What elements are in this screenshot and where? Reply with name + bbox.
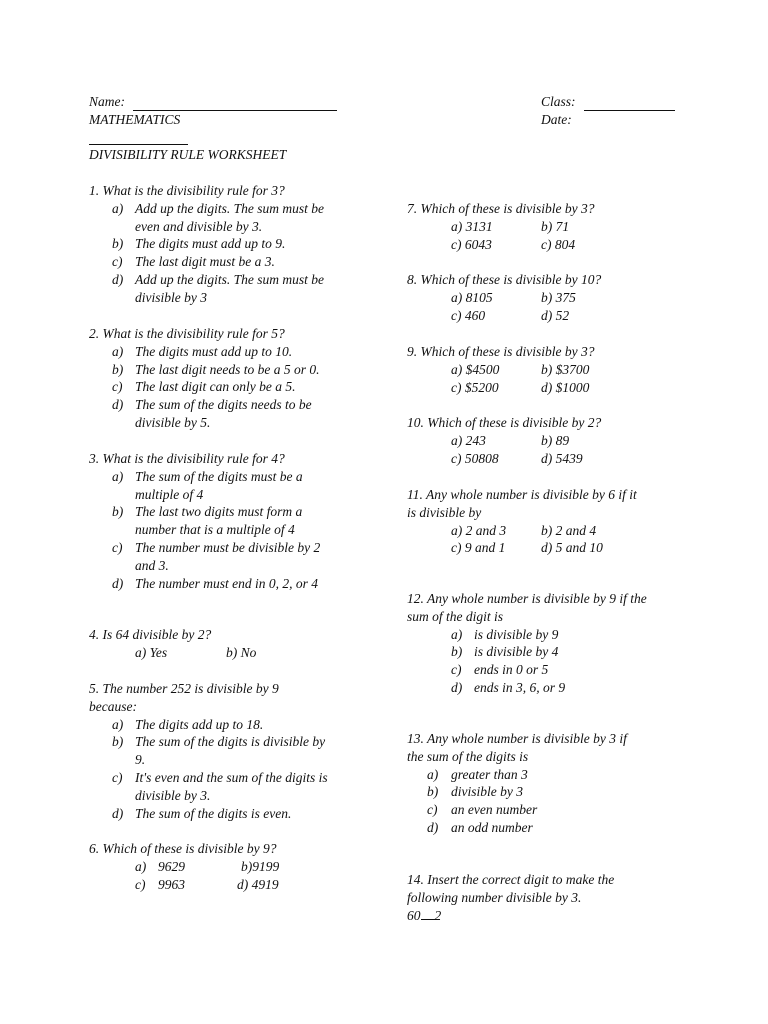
- question-stem: 5. The number 252 is divisible by 9: [89, 681, 279, 696]
- worksheet-title: DIVISIBILITY RULE WORKSHEET: [89, 147, 287, 162]
- question-stem: 6. Which of these is divisible by 9?: [89, 841, 277, 856]
- question-12: 12. Any whole number is divisible by 9 if the sum of the digit is a) is divisible by 9 b) is divisible by 4 c) ends in 0 or 5 d) ends in 3, 6, or 9: [407, 591, 647, 695]
- number-with-blank: 60 2: [407, 907, 442, 923]
- question-stem: 11. Any whole number is divisible by 6 if it: [407, 487, 637, 502]
- date-label: Date:: [541, 112, 572, 127]
- option-a: a) Add up the digits. The sum must be: [112, 200, 324, 216]
- question-stem: 8. Which of these is divisible by 10?: [407, 272, 602, 287]
- option-a: a) The sum of the digits must be a: [112, 468, 303, 484]
- option-b: b) The sum of the digits is divisible by: [112, 734, 326, 750]
- question-13: 13. Any whole number is divisible by 3 if the sum of the digits is a) greater than 3 b) divisible by 3 c) an even number d) an odd number: [407, 731, 627, 835]
- question-stem: 12. Any whole number is divisible by 9 if the: [407, 591, 647, 606]
- option-d: d) Add up the digits. The sum must be: [112, 271, 324, 287]
- question-stem: 4. Is 64 divisible by 2?: [89, 627, 212, 642]
- option-b: b) The last two digits must form a: [112, 504, 303, 520]
- question-9: 9. Which of these is divisible by 3? a) $4500 b) $3700 c) $5200 d) $1000: [407, 344, 595, 395]
- option-d: d) The sum of the digits needs to be: [112, 397, 312, 413]
- question-stem: 9. Which of these is divisible by 3?: [407, 344, 595, 359]
- question-4: [89, 626, 257, 662]
- digit-blank[interactable]: [421, 907, 435, 920]
- option-a: a) The digits add up to 18.: [112, 716, 264, 732]
- question-stem: 3. What is the divisibility rule for 4?: [89, 451, 285, 466]
- option-c: c) The last digit must be a 3.: [112, 254, 275, 270]
- option-c: c) The last digit can only be a 5.: [112, 379, 296, 395]
- question-2: 2. What is the divisibility rule for 5? a) The digits must add up to 10. b) The last digit needs to be a 5 or 0. c) The last digit can only be a 5. d) The sum of the digits needs to be divisible by 5.: [89, 326, 320, 430]
- question-stem: 10. Which of these is divisible by 2?: [407, 415, 602, 430]
- option-b: b) The last digit needs to be a 5 or 0.: [112, 361, 320, 377]
- option-c: c) The number must be divisible by 2: [112, 539, 321, 555]
- question-stem: 14. Insert the correct digit to make the: [407, 872, 615, 887]
- question-stem: 7. Which of these is divisible by 3?: [407, 201, 595, 216]
- options-row-2: c) 9963 d) 4919: [135, 876, 279, 892]
- question-stem: 2. What is the divisibility rule for 5?: [89, 326, 285, 341]
- name-label: Name:: [89, 94, 125, 109]
- question-3: 3. What is the divisibility rule for 4? a) The sum of the digits must be a multiple of 4 b) The last two digits must form a number that is a multiple of 4 c) The number must be divisible by 2 and 3. d) The number must end in 0, 2, or 4: [89, 451, 321, 591]
- question-stem: 13. Any whole number is divisible by 3 if: [407, 731, 627, 746]
- date-blank[interactable]: [89, 130, 188, 145]
- question-7: 7. Which of these is divisible by 3? a) 3131 b) 71 c) 6043 c) 804: [407, 201, 595, 252]
- class-label: Class:: [541, 94, 576, 109]
- option-a: a) The digits must add up to 10.: [112, 343, 293, 359]
- option-d: d) The sum of the digits is even.: [112, 805, 292, 821]
- question-14: 14. Insert the correct digit to make the following number divisible by 3. 60 2: [407, 872, 615, 923]
- question-6: [89, 840, 280, 893]
- question-10: 10. Which of these is divisible by 2? a) 243 b) 89 c) 50808 d) 5439: [407, 415, 602, 466]
- class-blank[interactable]: [584, 95, 675, 111]
- option-yes: a) Yes: [135, 644, 168, 660]
- question-1: 1. What is the divisibility rule for 3? a) Add up the digits. The sum must be even and divisible by 3. b) The digits must add up to 9. c) The last digit must be a 3. d) Add up the digits. The sum must be divisible by 3: [89, 183, 324, 305]
- option-no: b) No: [226, 644, 257, 660]
- options-row-1: a) 9629 b)9199: [135, 858, 280, 874]
- option-d: d) The number must end in 0, 2, or 4: [112, 575, 318, 591]
- name-blank[interactable]: [133, 95, 337, 111]
- question-stem: 1. What is the divisibility rule for 3?: [89, 183, 285, 198]
- question-11: 11. Any whole number is divisible by 6 if it is divisible by a) 2 and 3 b) 2 and 4 c) 9 and 1 d) 5 and 10: [407, 487, 637, 556]
- options-row: [89, 644, 257, 662]
- subject-label: MATHEMATICS: [89, 112, 181, 127]
- option-b: b) The digits must add up to 9.: [112, 236, 286, 252]
- question-8: 8. Which of these is divisible by 10? a) 8105 b) 375 c) 460 d) 52: [407, 272, 602, 323]
- option-c: c) It's even and the sum of the digits is: [112, 769, 328, 785]
- question-5: 5. The number 252 is divisible by 9 because: a) The digits add up to 18. b) The sum of the digits is divisible by 9. c) It's even and the sum of the digits is divisible by 3. d) The sum of the digits is even.: [89, 681, 328, 821]
